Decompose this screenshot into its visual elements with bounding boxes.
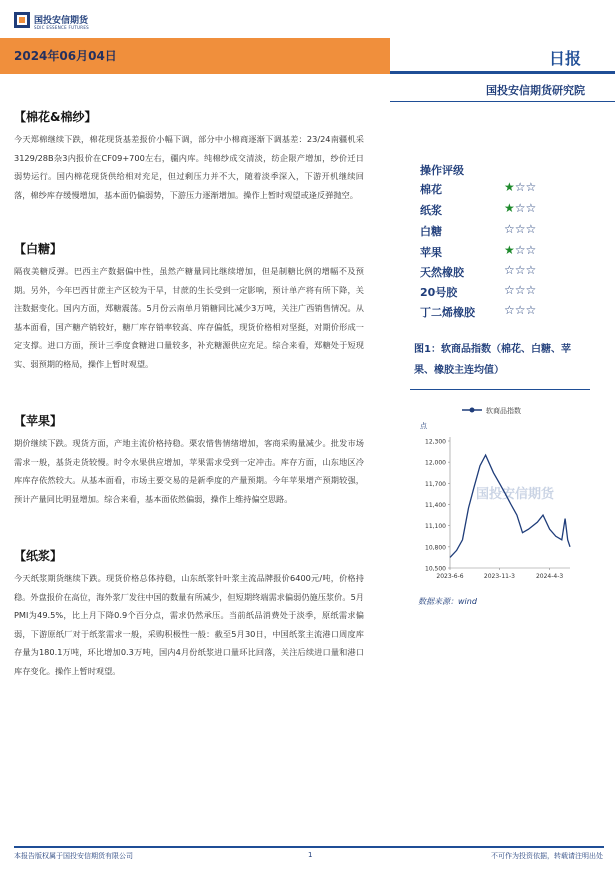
header-divider <box>390 101 615 102</box>
header-right-underline <box>390 71 615 74</box>
y-tick-label: 11,400 <box>425 502 446 509</box>
figure-divider <box>410 389 590 390</box>
rating-stars <box>504 243 536 257</box>
rating-name: 白糖 <box>420 225 442 238</box>
legend-label: 软商品指数 <box>486 407 521 415</box>
rating-stars <box>504 180 536 194</box>
star-filled-icon: ★ <box>504 180 515 194</box>
section-body-cotton: 今天郑棉继续下跌，棉花现货基差报价小幅下调，部分中小棉商逐渐下调基差：23/24南疆机采3129/28B杂3内报价在CF09+700左右，疆内库。纯棉纱成交清淡，纺企限产增加，纱价迁日弱势运行。国内棉花现货供给相对充足，但过剩压力并不大，随着淡季深入，下游开机继续回落，棉纱库存缓慢增加，基本面仍偏弱势，下游压力逐渐增加。操作上暂时观望或逢反弹抛空。 <box>14 134 364 200</box>
rating-name: 苹果 <box>420 246 442 259</box>
star-filled-icon: ★ <box>504 201 515 215</box>
soft-commodity-index-chart <box>410 396 590 586</box>
star-empty-icon: ☆ <box>525 222 537 236</box>
star-empty-icon: ☆ <box>514 222 526 236</box>
rating-row <box>420 244 570 264</box>
legend-marker <box>470 408 475 413</box>
star-empty-icon: ☆ <box>525 283 537 297</box>
rating-stars <box>504 222 536 236</box>
logo-mark-icon <box>14 12 30 28</box>
rating-name: 天然橡胶 <box>420 266 464 279</box>
star-empty-icon: ☆ <box>514 201 526 215</box>
star-empty-icon: ☆ <box>525 303 537 317</box>
y-tick-label: 11,700 <box>425 480 446 488</box>
rating-row <box>420 181 570 201</box>
company-name: 国投安信期货 <box>34 16 89 26</box>
section-title-cotton: 【棉花&棉纱】 <box>14 110 97 124</box>
rating-stars <box>504 263 536 277</box>
star-empty-icon: ☆ <box>525 180 537 194</box>
chart-watermark: 国投安信期货 <box>475 487 555 502</box>
rating-row <box>420 202 570 222</box>
y-tick-label: 12,300 <box>425 438 446 446</box>
y-tick-label: 10,800 <box>425 544 446 552</box>
x-tick-label: 2024-4-3 <box>535 573 564 580</box>
rating-name: 丁二烯橡胶 <box>420 306 475 319</box>
rating-stars <box>504 283 536 297</box>
star-empty-icon: ☆ <box>514 283 526 297</box>
section-title-apple: 【苹果】 <box>14 414 63 428</box>
company-logo <box>14 12 114 34</box>
x-tick-label: 2023-6-6 <box>436 573 464 580</box>
star-empty-icon: ☆ <box>525 201 537 215</box>
star-empty-icon: ☆ <box>514 303 526 317</box>
section-body-apple: 期价继续下跌。现货方面，产地主流价格持稳。栗农惜售情绪增加，客商采购量减少。批发市场需求一般，基货走货较慢。时令水果供应增加，苹果需求受到一定冲击。库存方面，山东地区冷库库存依然较大。从基本面看，市场主要交易的是新季度的产量预期。今年苹果增产预期较强，预计产量同比明显增加。综合来看，基本面依然偏弱，操作上维持偏空思路。 <box>14 438 364 504</box>
section-body-pulp: 今天纸浆期货继续下跌。现货价格总体持稳，山东纸浆针叶浆主流品牌报价6400元/吨，价格持稳。外盘报价在高位，海外浆厂发往中国的数量有所减少，但短期终端需求偏弱仍施压浆价。5月PMI为49.5%，比上月下降0.9个百分点，需求仍然承压。当前纸品消费处于淡季，原纸需求偏弱，下游原纸厂对于纸浆需求一般，采购积极性一般：截至5月30日，中国纸浆主流港口周度库存量为180.1万吨，环比增加0.3万吨，国内4月份纸浆进口量环比回落，关注后续进口量和港口库存变化。操作上暂时观望。 <box>14 573 364 676</box>
section-title-sugar: 【白糖】 <box>14 242 63 256</box>
report-date: 2024年06月04日 <box>14 49 117 63</box>
rating-row <box>420 223 570 243</box>
star-empty-icon: ☆ <box>525 243 537 257</box>
star-empty-icon: ☆ <box>504 303 515 317</box>
footer-divider <box>14 846 604 848</box>
rating-row <box>420 264 570 284</box>
data-source: 数据来源：wind <box>418 597 477 606</box>
y-tick-label: 10,500 <box>425 565 446 573</box>
section-title-pulp: 【纸浆】 <box>14 549 63 563</box>
rating-name: 20号胶 <box>420 286 458 299</box>
y-axis-unit: 点 <box>420 422 427 430</box>
rating-stars <box>504 303 536 317</box>
star-empty-icon: ☆ <box>504 283 515 297</box>
series-line <box>450 455 570 557</box>
star-empty-icon: ☆ <box>514 243 526 257</box>
y-tick-label: 12,000 <box>425 459 446 467</box>
rating-name: 纸浆 <box>420 204 442 217</box>
star-empty-icon: ☆ <box>504 222 515 236</box>
star-filled-icon: ★ <box>504 243 515 257</box>
report-type: 日报 <box>545 46 585 69</box>
rating-name: 棉花 <box>420 183 442 196</box>
footer-disclaimer: 不可作为投资依据，转载请注明出处 <box>491 852 603 860</box>
rating-row <box>420 304 570 324</box>
y-tick-label: 11,100 <box>425 523 446 531</box>
x-tick-label: 2023-11-3 <box>483 573 515 580</box>
rating-row <box>420 284 570 304</box>
footer-copyright: 本报告版权属于国投安信期货有限公司 <box>14 852 133 860</box>
page-number: 1 <box>308 851 313 859</box>
star-empty-icon: ☆ <box>525 263 537 277</box>
star-empty-icon: ☆ <box>514 180 526 194</box>
rating-stars <box>504 201 536 215</box>
section-body-sugar: 隔夜美糖反弹。巴西主产数据偏中性，虽然产糖量同比继续增加，但是制糖比例的增幅不及预期。另外，今年巴西甘蔗主产区较为干旱，甘蔗的生长受到一定影响，预计单产将有所下降，关注数据变化。国内方面，郑糖震荡。5月份云南单月销糖同比减少3万吨，关注广西销售情况。从基本面看，国产糖产销较好，糖厂库存销率较高、库存偏低，现货价格相对坚挺，对期价形成一定支撑。进口方面，预计三季度食糖进口量较多，补充糖源供应充足。综合来看，郑糖处于短现实、弱预期的格局，操作上暂时观望。 <box>14 266 364 369</box>
star-empty-icon: ☆ <box>504 263 515 277</box>
figure-title: 图1：软商品指数（棉花、白糖、苹果、橡胶主连均值） <box>414 344 571 376</box>
star-empty-icon: ☆ <box>514 263 526 277</box>
institute-name: 国投安信期货研究院 <box>486 84 585 97</box>
company-name-en: SDIC ESSENCE FUTURES <box>34 25 90 30</box>
rating-title: 操作评级 <box>420 164 464 177</box>
